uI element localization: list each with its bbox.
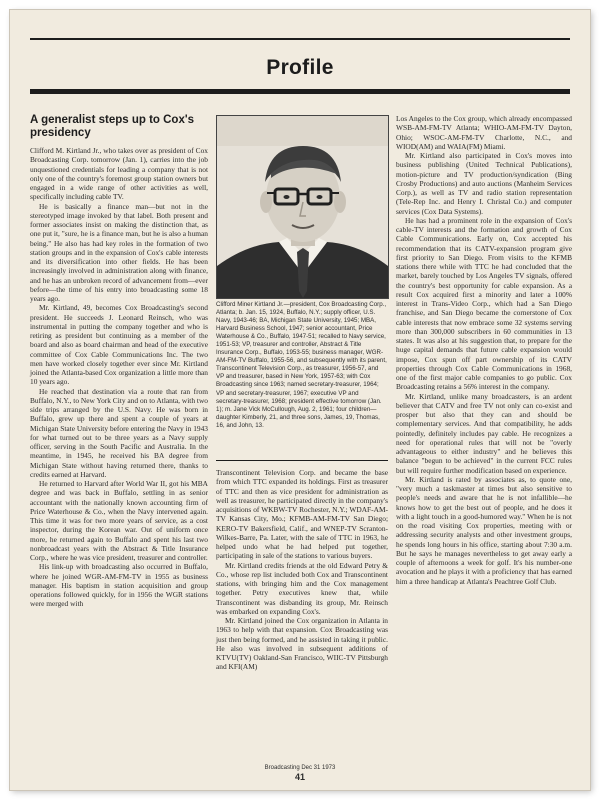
publication-line: Broadcasting Dec 31 1973 [264, 765, 336, 771]
paragraph: Mr. Kirtland also participated in Cox's moves into business publishing (United Technical Publications), motion-picture and TV production/syndication (Bing Crosby Productions) and auto auctions (Manheim Services Corp.), as well as TV and radio station representation (Tele-Rep Inc. and Henry I. Christal Co.) and computer services (Cox Data Systems). [396, 151, 572, 216]
paragraph: His link-up with broadcasting also occurred in Buffalo, where he joined WGR-AM-FM-TV in 1955 as business manager. His baptism in station acquisition and group operations followed quickly, for in 1956 the WGR stations were merged with [30, 562, 208, 609]
paragraph: He has had a prominent role in the expansion of Cox's cable-TV interests and the formation and growth of Cox Cable Communications. Early on, Cox accepted his recommendation that its CATV-expansion program give first priority to San Diego. From visits to the KFMB stations there while with TTC he had concluded that the market, barely touched by Los Angeles TV signals, offered the country's best opportunity for cable expansion. As a result Cox acquired first a minority and later a 100% interest in Trans-Video Corp., which had a San Diego franchise, and San Diego became the cornerstone of Cox cable interests that now embrace some 32 systems serving more than 300,000 subscribers in 60 communities in 13 states. It was also at his suggestion that, to prepare for the huge capital demands that future cable expansion would impose, Cox spun off part ownership of its CATV properties through Cox Cable Communications in 1968, one of the first major cable companies to go public. Cox Broadcasting retains a 56% interest in the company. [396, 215, 572, 392]
paragraph: He is basically a finance man—but not in the stereotyped image invoked by that label. Both present and former associates insist on making the distinction that, as one put it, "sure, he is a finance man, but he is also a human being." He also has had key roles in the formation of two station groups and in the expansion of Cox's cable interests and its diversification into other fields. He has been increasingly involved in administration along with finance, and he has an unbroken record of advancement from—ever before—the time of his entry into broadcasting some 18 years ago. [30, 201, 208, 303]
paragraph: Los Angeles to the Cox group, which already encompassed WSB-AM-FM-TV Atlanta; WHIO-AM-FM-TV Dayton, Ohio; WSOC-AM-FM-TV Charlotte, N.C., and WIOD(AM) and WAIA(FM) Miami. [396, 114, 572, 151]
top-rule [30, 38, 570, 40]
column-3 [396, 114, 572, 586]
paragraph: Clifford M. Kirtland Jr., who takes over as president of Cox Broadcasting Corp. tomorrow (Jan. 1), carries into the job unquestioned credentials for leading a company that is not only one of the country's foremost group station owners but engaged in a wide range of other activities as well, specifically including cable TV. [30, 146, 208, 202]
portrait-photo [216, 115, 389, 299]
magazine-page [10, 10, 590, 790]
portrait-illustration [217, 116, 388, 298]
page-footer [10, 765, 590, 782]
paragraph: He reached that destination via a route that ran from Buffalo, N.Y., to New York City and on to Atlanta, with two side trips arranged by the U.S. Navy. He was born in Buffalo, grew up there and spent a couple of years at Michigan State University before entering the Navy in 1943 for what turned out to be three years as a Navy supply officer, serving in the South Pacific and Australia. In the meantime, in 1945, he received his BA degree from Michigan State without having returned there, thanks to credits earned at Harvard. [30, 386, 208, 479]
paragraph: Transcontinent Television Corp. and became the base from which TTC expanded its holdings. First as treasurer of TTC and then as vice president for administration as well as treasurer, he participated directly in the company's acquisitions of WKBW-TV Rochester, N.Y.; WDAF-AM-TV Kansas City, Mo.; KFMB-AM-FM-TV San Diego; KERO-TV Bakersfield, Calif., and WNEP-TV Scranton-Wilkes-Barre, Pa. Later, with the sale of TTC in 1963, he helped undo what he had helped put together, participating in sale of the stations to various buyers. [216, 468, 388, 561]
title-rule [30, 89, 570, 94]
paragraph: Mr. Kirtland, 49, becomes Cox Broadcasting's second president. He succeeds J. Leonard Reinsch, who was instrumental in putting the company together and who is retiring as president but continuing as a member of the board and also as board chairman and head of the executive committee of Cox Cable Communications Inc. The two men have worked closely together ever since Mr. Kirtland joined the Atlanta-based Cox organization a little more than 10 years ago. [30, 303, 208, 387]
paragraph: Mr. Kirtland, unlike many broadcasters, is an ardent believer that CATV and free TV not only can co-exist and prosper but also that they can and should be complementary services. And that compatibility, he adds pointedly, definitely includes pay cable. He recognizes a need for operational rules that will not be "overly advantageous to either industry" and he believes this balance "begun to be achieved" in the current FCC rules but will require further modification based on experience. [396, 391, 572, 475]
paragraph: He returned to Harvard after World War II, got his MBA degree and was back in Buffalo, settling in as senior accountant with the nationally known accounting firm of Price Waterhouse & Co., when the Navy intervened again. This time it was for two more years of service, as a cost inspector, during the Korean war. Out of uniform once more, he returned again to Buffalo and spent his last two nonbroadcast years with the Abstract & Title Insurance Corp., where he was vice president, treasurer and controller. [30, 479, 208, 562]
column-1 [30, 146, 208, 609]
article-headline: A generalist steps up to Cox's presidency [30, 114, 194, 139]
section-title: Profile [266, 56, 334, 79]
photo-caption: Clifford Miner Kirtland Jr.—president, Cox Broadcasting Corp., Atlanta; b. Jan. 15, 1924, Buffalo, N.Y.; supply officer, U.S. Navy, 1943-46; BA, Michigan State University, 1945; MBA, Harvard Business School, 1947; senior accountant, Price Waterhouse & Co., Buffalo, 1947-51; recalled to Navy service, 1951-53; VP, treasurer and controller, Abstract & Title Insurance Corp., Buffalo, 1953-55; business manager, WGR-AM-FM-TV Buffalo, 1955-56, and subsequently with its parent, Transcontinent Television Corp., as treasurer, 1956-57, and VP and treasurer, based in New York, 1957-63; with Cox Broadcasting since 1963; named secretary-treasurer, 1964; VP and secretary-treasurer, 1967; executive VP and secretary-treasurer, 1968; president effective tomorrow (Jan. 1); m. Jane Vick McCullough, Aug. 2, 1961; four children—daughter Kimberly, 21, and three sons, James, 19, Thomas, 16, and John, 13. [216, 301, 387, 429]
column-2 [216, 468, 388, 672]
paragraph: Mr. Kirtland credits friends at the old Edward Petry & Co., whose rep list included both Cox and Transcontinent stations, with bringing him and the Cox management together. Petry executives knew that, while Transcontinent was disbanding its group, Mr. Reinsch was embarked on expanding Cox's. [216, 560, 388, 616]
paragraph: Mr. Kirtland is rated by associates as, to quote one, "very much a taskmaster at times but also sensitive to people's needs and aware that he is not infallible—he knows how to get the best out of people, and he does it with a light touch in a good-humored way." When he is not on the road visiting Cox properties, meeting with or addressing security analysts and other investment groups, he spends long hours in his office, starting about 7:30 a.m. But he says he manages nevertheless to get away early a couple of afternoons a week for golf. It's his number-one avocation and he plays it with a proficiency that has earned him a three handicap at Atlanta's Peachtree Golf Club. [396, 474, 572, 586]
paragraph: Mr. Kirtland joined the Cox organization in Atlanta in 1963 to help with that expansion. Cox Broadcasting was just then being formed, and he assisted in taking it public. He also was involved in subsequent additions of KTVU(TV) Oakland-San Francisco, WIIC-TV Pittsburgh and KFI(AM) [216, 616, 388, 672]
caption-rule [216, 460, 388, 461]
page-number: 41 [294, 772, 305, 782]
